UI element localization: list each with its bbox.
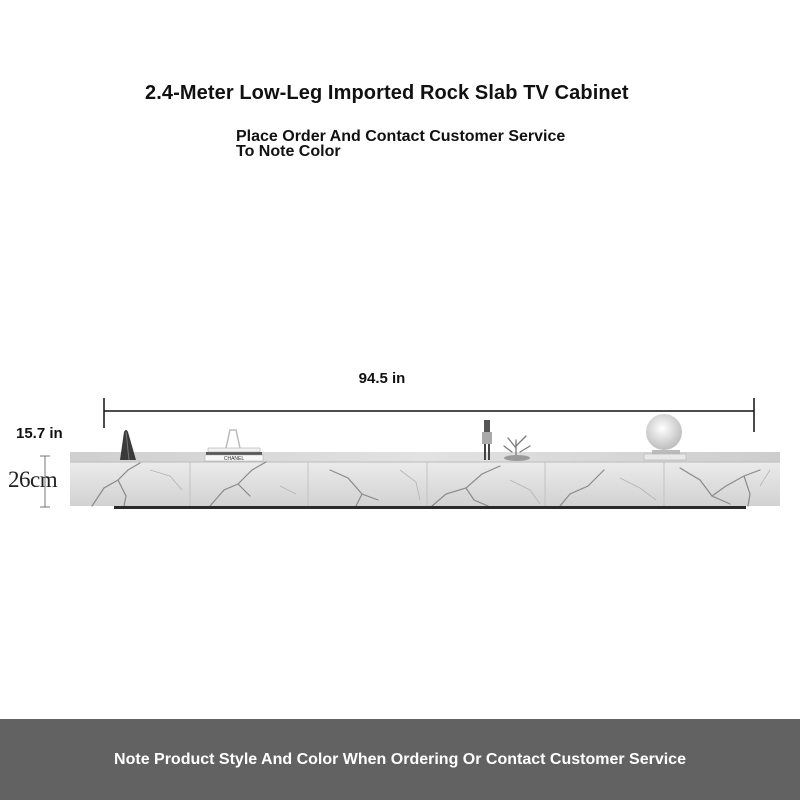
height-dimension-line <box>40 456 50 507</box>
book-spine-text: CHANEL <box>223 456 245 462</box>
coral-decor <box>504 436 530 461</box>
width-dimension-label: 94.5 in <box>358 370 406 387</box>
color-note-line-2: To Note Color <box>236 143 341 160</box>
height-dimension-label: 15.7 in <box>16 425 63 442</box>
height-cm-label: 26cm <box>8 467 58 492</box>
book-stack-decor <box>205 430 263 462</box>
color-note-line-1: Place Order And Contact Customer Service <box>236 128 566 145</box>
product-title: 2.4-Meter Low-Leg Imported Rock Slab TV Cabinet <box>145 82 629 104</box>
footer-note: Note Product Style And Color When Ordering Or Contact Customer Service <box>114 750 686 768</box>
cabinet-body <box>70 452 780 509</box>
footer-banner <box>0 719 800 800</box>
vase-decor <box>120 430 136 460</box>
